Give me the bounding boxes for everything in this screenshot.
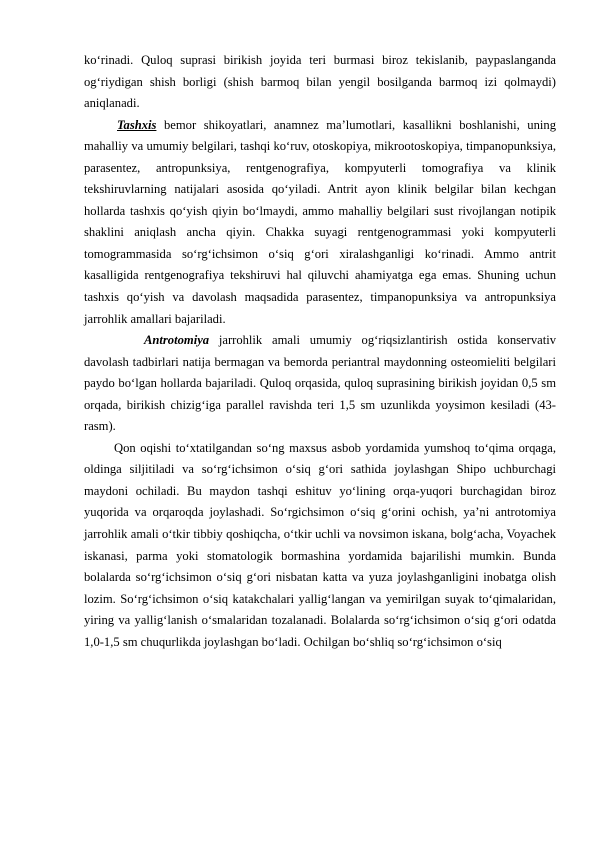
paragraph-antrotomy (84, 330, 556, 438)
paragraph-antrotomy-text: jarrohlik amali umumiy og‘riqsizlantirish ostida konservativ davolash tadbirlari natija bermagan va bemorda periantral maydonning osteomieliti belgilari paydo bo‘lgan hollarda bajariladi. Quloq orqasida, quloq suprasining birikish joyidan 0,5 sm orqada, birikish chizig‘iga parallel ravishda teri 1,5 sm uzunlikda yoysimon kesiladi (43-rasm). (84, 333, 556, 434)
paragraph-diagnosis (84, 115, 556, 330)
term-tashxis: Tashxis (117, 117, 157, 132)
body-text (84, 50, 556, 653)
paragraph-continuation: ko‘rinadi. Quloq suprasi birikish joyida teri burmasi biroz tekislanib, paypaslanganda og‘riydigan shish borligi (shish barmoq bilan yengil bosilganda barmoq izi qolmaydi) aniqlanadi. (84, 53, 556, 111)
paragraph-diagnosis-text: bemor shikoyatlari, anamnez ma’lumotlari, kasallikni boshlanishi, uning mahalliy va umumiy belgilari, tashqi ko‘ruv, otoskopiya, mikrootoskopiya, timpanopunksiya, parasentez, antropunksiya, rentgenografiya, kompyuterli tomografiya va klinik tekshiruvlarning natijalari asosida qo‘yiladi. Antrit ayon klinik belgilar bilan kechgan hollarda tashxis qo‘yish qiyin bo‘lmaydi, ammo mahalliy belgilari sust rivojlangan notipik shaklini aniqlash ancha qiyin. Chakka suyagi rentgenogrammasi yoki kompyuterli tomogrammasida so‘rg‘ichsimon o‘siq g‘ori xiralashganligi ko‘rinadi. Ammo antrit kasalligida rentgenografiya tekshiruvi hal qiluvchi ahamiyatga ega emas. Shuning uchun tashxis qo‘yish va davolash maqsadida parasentez, timpanopunksiya va antropunksiya jarrohlik amallari bajariladi. (84, 117, 556, 326)
term-antrotomiya: Antrotomiya (144, 333, 210, 348)
paragraph-procedure: Qon oqishi to‘xtatilgandan so‘ng maxsus asbob yordamida yumshoq to‘qima orqaga, oldinga siljitiladi va so‘rg‘ichsimon o‘siq g‘ori sathida joylashgan Shipo uchburchagi maydoni ochiladi. Bu maydon tashqi eshituv yo‘lining orqa-yuqori burchagidan biroz yuqorida va orqaroqda joylashadi. So‘rgichsimon o‘siq g‘orini ochish, ya’ni antrotomiya jarrohlik amali o‘tkir tibbiy qoshiqcha, o‘tkir uchli va novsimon iskana, bolg‘acha, Voyachek iskanasi, parma yoki stomatologik bormashina yordamida bajarilishi mumkin. Bunda bolalarda so‘rg‘ichsimon o‘siq g‘ori nisbatan katta va yuza joylashganligini inobatga olish lozim. So‘rg‘ichsimon o‘siq katakchalari yallig‘langan va yemirilgan suyak to‘qimalaridan, yiring va yallig‘lanish o‘smalaridan tozalanadi. Bolalarda so‘rg‘ichsimon o‘siq g‘ori odatda 1,0-1,5 sm chuqurlikda joylashgan bo‘ladi. Ochilgan bo‘shliq so‘rg‘ichsimon o‘siq (84, 440, 556, 649)
